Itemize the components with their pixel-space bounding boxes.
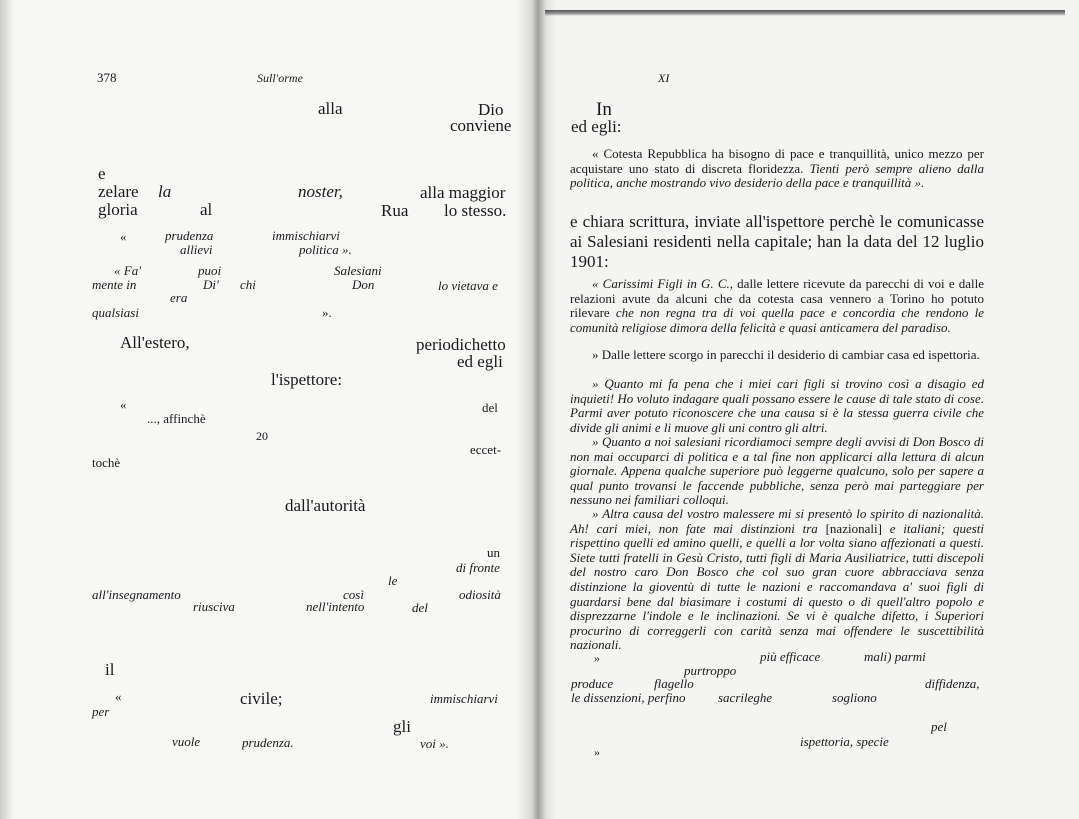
- text-fragment: chi: [240, 277, 256, 292]
- letter-text: dalle lettere ricevute da parecchi di voi e dalle relazioni avute da alcuni che da cotesta casa vennero a Torino ho potuto rilevare: [570, 276, 984, 321]
- text-fragment: del: [482, 400, 498, 415]
- book-gutter: [516, 0, 556, 819]
- text-fragment: prudenza: [165, 228, 214, 243]
- text-fragment: Salesiani: [334, 263, 382, 278]
- text-fragment: ed egli: [457, 352, 503, 371]
- text-fragment: alla maggior: [420, 183, 506, 202]
- text-fragment: »: [594, 745, 600, 759]
- text-fragment: sacrileghe: [718, 690, 773, 705]
- text-fragment: politica ».: [299, 242, 352, 257]
- text-fragment: Dio: [478, 100, 504, 119]
- text-fragment: «: [120, 397, 127, 412]
- text-fragment: immischiarvi: [272, 228, 340, 243]
- text-fragment: Don: [352, 277, 375, 292]
- letter-paragraph: [570, 507, 984, 653]
- text-fragment: puoi: [198, 263, 222, 278]
- text-fragment: la: [158, 182, 172, 201]
- page-top-edge: [545, 10, 1065, 16]
- letter-italic-text: » Altra causa del vostro malessere mi si presentò lo spirito di nazionalità. Ah! cari miei, non fate mai distinzioni tra: [570, 506, 984, 536]
- text-fragment: di fronte: [456, 560, 500, 575]
- text-fragment: ed egli:: [571, 117, 622, 136]
- text-fragment: dall'autorità: [285, 496, 366, 515]
- text-fragment: diffidenza,: [925, 676, 980, 691]
- text-fragment: mente in: [92, 277, 137, 292]
- text-fragment: All'estero,: [120, 333, 190, 352]
- text-fragment: zelare: [98, 182, 139, 201]
- letter-italic-text: e italiani; questi rispettino quelli ed amino quelli, e quelli a lor volta siano affezionati a questi. Siete tutti fratelli in Gesù Cristo, tutti figli di Maria Ausiliatrice, tutti discepoli del nostro caro Don Bosco che col suo gran cuore abbracciava senza distinzione la gioventù di tutte le nazioni e raccomandava a' suoi figli di guardarsi bene dal biasimare i costumi di questo o di quell'altro popolo e disprezzarne l'indole e le inclinazioni. Se vi è qualche difetto, i Superiori procurino di correggerli con carità senza mai offendere le suscettibilità nazionali.: [570, 520, 985, 653]
- text-fragment: ispettoria, specie: [800, 734, 889, 749]
- text-fragment: flagello: [654, 676, 694, 691]
- running-head-right: XI: [658, 71, 670, 85]
- text-fragment: così: [343, 587, 364, 602]
- text-fragment: odiosità: [459, 587, 501, 602]
- text-fragment: e: [98, 164, 106, 183]
- page-edge-shadow: [0, 0, 14, 819]
- text-fragment: »: [594, 651, 600, 665]
- text-fragment: lo vietava e: [438, 278, 498, 293]
- text-fragment: nell'intento: [306, 599, 365, 614]
- text-fragment: «: [120, 229, 127, 244]
- text-fragment: immischiarvi: [430, 691, 498, 706]
- text-fragment: produce: [571, 676, 614, 691]
- quote-paragraph: [570, 147, 984, 191]
- text-fragment: le dissenzioni, perfino: [571, 690, 686, 705]
- letter-paragraph: » Quanto mi fa pena che i miei cari figli si trovino così a disagio ed inquieti! Ho voluto indagare quali possano essere le cause di tale stato di cose. Parmi aver potuto riconoscere che una causa si è la stessa guerra civile che divide gli animi e li muove gli uni contro gli altri.: [570, 376, 984, 435]
- text-fragment: prudenza.: [242, 735, 294, 750]
- letter-paragraph: [570, 277, 984, 335]
- letter-salutation: « Carissimi Figli in G. C.,: [592, 276, 734, 291]
- page-number: 378: [97, 70, 117, 85]
- text-fragment: 20: [256, 429, 268, 443]
- quote-italic-text: Tienti però sempre alieno dalla politica, anche mostrando vivo desiderio della pace e tranquillità ».: [570, 160, 984, 191]
- text-fragment: lo stesso.: [444, 201, 507, 220]
- text-fragment: tochè: [92, 455, 121, 470]
- text-fragment: pel: [931, 719, 947, 734]
- text-fragment: purtroppo: [684, 663, 737, 678]
- text-fragment: per: [92, 704, 110, 719]
- text-fragment: al: [200, 200, 213, 219]
- text-fragment: conviene: [450, 116, 512, 135]
- running-head-left: Sull'orme: [257, 71, 303, 85]
- letter-bracket-text: [nazionali]: [825, 520, 882, 536]
- text-fragment: del: [412, 600, 428, 615]
- text-fragment: In: [596, 99, 612, 120]
- letter-paragraph: » Dalle lettere scorgo in parecchi il desiderio di cambiar casa ed ispettoria.: [592, 347, 980, 362]
- text-fragment: civile;: [240, 689, 283, 708]
- text-fragment: allievi: [180, 242, 213, 257]
- text-fragment: gloria: [98, 200, 138, 219]
- text-fragment: era: [170, 290, 188, 305]
- text-fragment: sogliono: [832, 690, 877, 705]
- text-fragment: l'ispettore:: [271, 370, 343, 389]
- letter-italic-text: che non regna tra di voi quella pace e concordia che rendono le comunità religiose dimora della felicità e quasi anticamera del paradiso.: [570, 305, 984, 335]
- letter-paragraph: » Quanto a noi salesiani ricordiamoci sempre degli avvisi di Don Bosco di non mai occuparci di politica e a tal fine non applicarci alla lettura di alcun giornale. Appena qualche superiore può leggerne qualcuno, solo per sapere a qual punto trovansi le faccende pubbliche, senza però mai parteggiare per nessuno nei familiari colloqui.: [570, 434, 984, 508]
- text-fragment: il: [105, 660, 115, 679]
- quote-text: « Cotesta Repubblica ha bisogno di pace e tranquillità, unico mezzo per acquistare uno stato di discreta floridezza.: [570, 146, 984, 176]
- text-fragment: eccet-: [470, 442, 502, 457]
- text-fragment: Di': [203, 277, 219, 292]
- text-fragment: ..., affinchè: [147, 411, 206, 426]
- text-fragment: mali) parmi: [864, 649, 926, 664]
- text-fragment: più efficace: [760, 649, 821, 664]
- text-fragment: riusciva: [193, 599, 235, 614]
- text-fragment: gli: [393, 717, 411, 736]
- text-fragment: vuole: [172, 734, 201, 749]
- text-fragment: voi ».: [420, 736, 449, 751]
- text-fragment: all'insegnamento: [92, 587, 181, 602]
- text-fragment: periodichetto: [416, 335, 506, 354]
- text-fragment: «: [115, 689, 122, 704]
- text-fragment: un: [487, 545, 500, 560]
- left-page: [0, 0, 530, 819]
- text-fragment: le: [388, 573, 398, 588]
- body-paragraph: e chiara scrittura, inviate all'ispettore perchè le comunicasse ai Salesiani residenti nella capitale; han la data del 12 luglio 1901:: [570, 212, 984, 271]
- text-fragment: noster,: [298, 182, 343, 201]
- text-fragment: ».: [322, 305, 332, 320]
- text-fragment: « Fa': [114, 263, 141, 278]
- text-fragment: Rua: [381, 201, 409, 220]
- text-fragment: qualsiasi: [92, 305, 139, 320]
- text-fragment: alla: [318, 99, 343, 118]
